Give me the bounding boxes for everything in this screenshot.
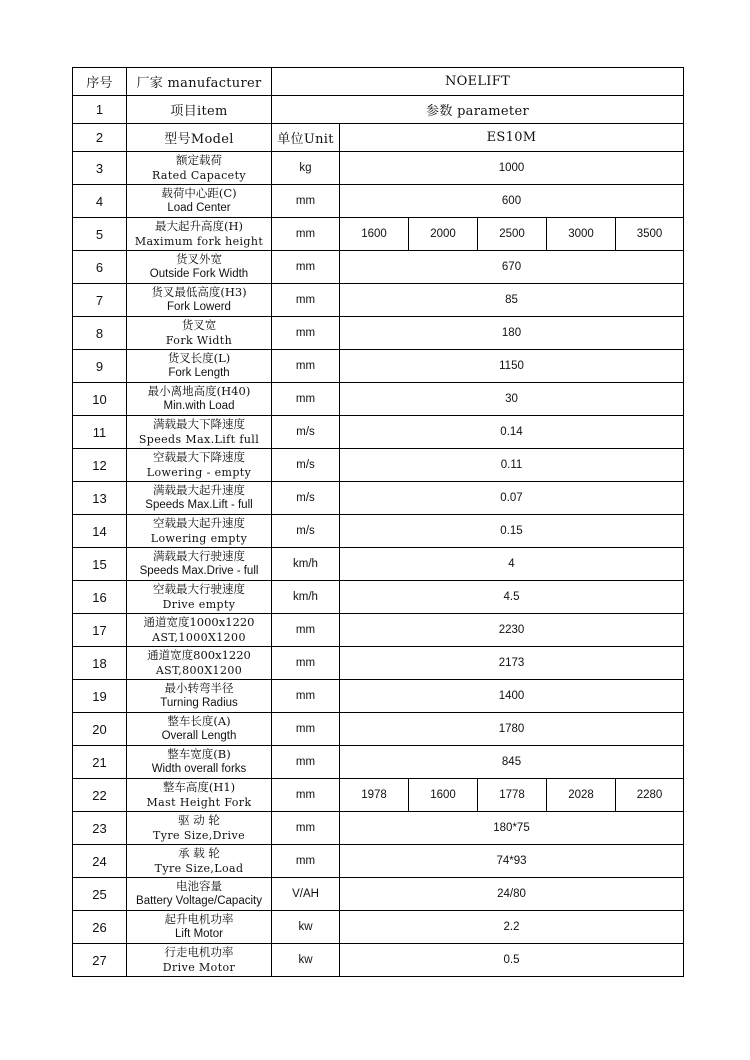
item-name-zh: 货叉最低高度(H3) xyxy=(151,285,247,299)
item-name-cell xyxy=(127,383,272,416)
item-name-cell xyxy=(127,284,272,317)
unit-cell: mm xyxy=(272,746,340,779)
unit-cell: mm xyxy=(272,284,340,317)
row-number: 6 xyxy=(73,251,127,284)
item-name-zh: 整车长度(A) xyxy=(167,714,231,728)
spec-row xyxy=(73,746,684,779)
item-name-en: AST,800X1200 xyxy=(155,664,243,677)
item-name-en: Outside Fork Width xyxy=(149,268,249,280)
item-name-cell xyxy=(127,449,272,482)
spec-table xyxy=(72,67,684,977)
item-name-cell xyxy=(127,944,272,977)
item-name-zh: 最小离地高度(H40) xyxy=(147,384,251,398)
item-name-zh: 满载最大下降速度 xyxy=(153,417,245,431)
item-name-zh: 额定载荷 xyxy=(176,153,222,167)
unit-cell: km/h xyxy=(272,548,340,581)
unit-cell: mm xyxy=(272,614,340,647)
spec-row xyxy=(73,515,684,548)
row-number: 26 xyxy=(73,911,127,944)
value-cell: 2230 xyxy=(340,614,684,647)
item-name-zh: 最大起升高度(H) xyxy=(154,219,243,233)
manufacturer-label: 厂家 manufacturer xyxy=(127,68,272,96)
item-name-zh: 满载最大行驶速度 xyxy=(153,549,245,563)
item-name-cell xyxy=(127,680,272,713)
item-name-en: Tyre Size,Load xyxy=(154,862,244,875)
item-name-cell xyxy=(127,581,272,614)
value-cell: 1978 xyxy=(340,779,409,812)
item-name-zh: 货叉宽 xyxy=(181,318,217,332)
row-number: 21 xyxy=(73,746,127,779)
value-cell: 2.2 xyxy=(340,911,684,944)
row-number: 11 xyxy=(73,416,127,449)
item-name-cell xyxy=(127,350,272,383)
spec-row xyxy=(73,548,684,581)
unit-cell: mm xyxy=(272,218,340,251)
value-cell: 2280 xyxy=(616,779,684,812)
unit-cell: kg xyxy=(272,152,340,185)
unit-cell: mm xyxy=(272,647,340,680)
value-cell: 1150 xyxy=(340,350,684,383)
row-number: 27 xyxy=(73,944,127,977)
unit-cell: m/s xyxy=(272,515,340,548)
item-name-cell xyxy=(127,878,272,911)
value-cell: 1000 xyxy=(340,152,684,185)
item-name-cell xyxy=(127,152,272,185)
item-name-en: Lowering - empty xyxy=(146,466,252,479)
row-number: 10 xyxy=(73,383,127,416)
item-name-en: Battery Voltage/Capacity xyxy=(136,895,262,907)
unit-cell: mm xyxy=(272,713,340,746)
item-name-cell xyxy=(127,416,272,449)
value-cell: 30 xyxy=(340,383,684,416)
spec-row xyxy=(73,647,684,680)
item-name-cell xyxy=(127,812,272,845)
row-number: 14 xyxy=(73,515,127,548)
row-number: 16 xyxy=(73,581,127,614)
value-cell: 1400 xyxy=(340,680,684,713)
unit-cell: mm xyxy=(272,251,340,284)
spec-row xyxy=(73,350,684,383)
row-number: 25 xyxy=(73,878,127,911)
item-name-zh: 整车宽度(B) xyxy=(167,747,231,761)
item-name-zh: 行走电机功率 xyxy=(164,945,234,959)
item-name-zh: 载荷中心距(C) xyxy=(161,186,237,200)
item-label: 项目item xyxy=(127,96,272,124)
item-name-zh: 满载最大起升速度 xyxy=(153,483,245,497)
no-header: 序号 xyxy=(73,68,127,96)
spec-row xyxy=(73,680,684,713)
value-cell: 74*93 xyxy=(340,845,684,878)
value-cell: 4.5 xyxy=(340,581,684,614)
header-row-item xyxy=(73,96,684,124)
header-row-manufacturer xyxy=(73,68,684,96)
item-name-cell xyxy=(127,218,272,251)
item-name-cell xyxy=(127,647,272,680)
spec-row xyxy=(73,317,684,350)
value-cell: 1600 xyxy=(409,779,478,812)
row-number: 22 xyxy=(73,779,127,812)
value-cell: 24/80 xyxy=(340,878,684,911)
item-name-en: Drive empty xyxy=(162,598,236,611)
spec-row xyxy=(73,581,684,614)
value-cell: 0.07 xyxy=(340,482,684,515)
item-name-zh: 空载最大行驶速度 xyxy=(153,582,245,596)
spec-row xyxy=(73,218,684,251)
item-name-cell xyxy=(127,779,272,812)
unit-cell: m/s xyxy=(272,449,340,482)
unit-cell: mm xyxy=(272,845,340,878)
value-cell: 3000 xyxy=(547,218,616,251)
unit-cell: mm xyxy=(272,317,340,350)
item-name-zh: 空载最大起升速度 xyxy=(153,516,245,530)
value-cell: 0.5 xyxy=(340,944,684,977)
item-name-en: Turning Radius xyxy=(160,697,238,709)
spec-row xyxy=(73,284,684,317)
item-name-cell xyxy=(127,845,272,878)
item-name-en: AST,1000X1200 xyxy=(152,631,246,644)
item-name-zh: 通道宽度1000x1220 xyxy=(143,615,255,629)
unit-cell: m/s xyxy=(272,482,340,515)
item-name-en: Width overall forks xyxy=(151,763,247,775)
item-name-en: Lift Motor xyxy=(175,928,223,940)
value-cell: 0.14 xyxy=(340,416,684,449)
item-name-zh: 驱 动 轮 xyxy=(178,813,220,827)
value-cell: 1780 xyxy=(340,713,684,746)
spec-row xyxy=(73,812,684,845)
row-number: 20 xyxy=(73,713,127,746)
item-name-en: Speeds Max.Lift - full xyxy=(145,499,253,511)
item-name-zh: 最小转弯半径 xyxy=(164,681,234,695)
item-name-cell xyxy=(127,515,272,548)
unit-label: 单位Unit xyxy=(272,124,340,152)
value-cell: 2173 xyxy=(340,647,684,680)
item-name-en: Maximum fork height xyxy=(134,235,264,248)
row-number: 7 xyxy=(73,284,127,317)
value-cell: 600 xyxy=(340,185,684,218)
value-cell: 180*75 xyxy=(340,812,684,845)
spec-row xyxy=(73,614,684,647)
item-name-en: Fork Lowerd xyxy=(167,301,231,313)
row-number: 3 xyxy=(73,152,127,185)
unit-cell: V/AH xyxy=(272,878,340,911)
value-cell: 0.11 xyxy=(340,449,684,482)
item-name-cell xyxy=(127,713,272,746)
row-number: 13 xyxy=(73,482,127,515)
row-number: 17 xyxy=(73,614,127,647)
value-cell: 670 xyxy=(340,251,684,284)
unit-cell: m/s xyxy=(272,416,340,449)
value-cell: 0.15 xyxy=(340,515,684,548)
header-row-model xyxy=(73,124,684,152)
unit-cell: mm xyxy=(272,350,340,383)
spec-row xyxy=(73,185,684,218)
item-name-en: Overall Length xyxy=(161,730,237,742)
spec-row xyxy=(73,482,684,515)
spec-row xyxy=(73,713,684,746)
value-cell: 845 xyxy=(340,746,684,779)
item-name-en: Fork Width xyxy=(165,334,233,347)
item-name-zh: 起升电机功率 xyxy=(164,912,234,926)
item-name-zh: 整车高度(H1) xyxy=(162,780,236,794)
value-cell: 2000 xyxy=(409,218,478,251)
value-cell: 85 xyxy=(340,284,684,317)
model-value: ES10M xyxy=(340,124,684,152)
unit-cell: mm xyxy=(272,185,340,218)
spec-row xyxy=(73,944,684,977)
row-number: 15 xyxy=(73,548,127,581)
unit-cell: mm xyxy=(272,812,340,845)
item-name-en: Mast Height Fork xyxy=(146,796,252,809)
item-name-cell xyxy=(127,185,272,218)
item-name-zh: 空载最大下降速度 xyxy=(153,450,245,464)
item-name-en: Rated Capacety xyxy=(151,169,247,182)
row-number: 5 xyxy=(73,218,127,251)
item-name-cell xyxy=(127,911,272,944)
item-name-cell xyxy=(127,317,272,350)
item-name-cell xyxy=(127,251,272,284)
unit-cell: mm xyxy=(272,383,340,416)
item-name-cell xyxy=(127,746,272,779)
spec-row xyxy=(73,251,684,284)
value-cell: 3500 xyxy=(616,218,684,251)
row-number: 9 xyxy=(73,350,127,383)
unit-cell: km/h xyxy=(272,581,340,614)
spec-row xyxy=(73,779,684,812)
spec-row xyxy=(73,845,684,878)
unit-cell: mm xyxy=(272,680,340,713)
value-cell: 2500 xyxy=(478,218,547,251)
item-name-zh: 承 载 轮 xyxy=(178,846,220,860)
item-name-cell xyxy=(127,548,272,581)
spec-row xyxy=(73,449,684,482)
row-number: 2 xyxy=(73,124,127,152)
value-cell: 4 xyxy=(340,548,684,581)
item-name-en: Speeds Max.Lift full xyxy=(138,433,260,446)
item-name-en: Drive Motor xyxy=(162,961,236,974)
item-name-cell xyxy=(127,614,272,647)
row-number: 8 xyxy=(73,317,127,350)
row-number: 23 xyxy=(73,812,127,845)
row-number: 12 xyxy=(73,449,127,482)
unit-cell: mm xyxy=(272,779,340,812)
item-name-zh: 货叉长度(L) xyxy=(167,351,231,365)
item-name-zh: 货叉外宽 xyxy=(176,252,222,266)
item-name-cell xyxy=(127,482,272,515)
model-label: 型号Model xyxy=(127,124,272,152)
row-number: 18 xyxy=(73,647,127,680)
spec-row xyxy=(73,911,684,944)
item-name-en: Tyre Size,Drive xyxy=(153,829,245,842)
value-cell: 2028 xyxy=(547,779,616,812)
spec-row xyxy=(73,878,684,911)
item-name-en: Min.with Load xyxy=(163,400,235,412)
row-number: 24 xyxy=(73,845,127,878)
item-name-en: Lowering empty xyxy=(150,532,248,545)
row-number: 1 xyxy=(73,96,127,124)
manufacturer-value: NOELIFT xyxy=(272,68,684,96)
item-name-zh: 电池容量 xyxy=(176,879,222,893)
unit-cell: kw xyxy=(272,911,340,944)
spec-row xyxy=(73,416,684,449)
unit-cell: kw xyxy=(272,944,340,977)
item-name-zh: 通道宽度800x1220 xyxy=(147,648,251,662)
value-cell: 1778 xyxy=(478,779,547,812)
row-number: 4 xyxy=(73,185,127,218)
item-name-en: Speeds Max.Drive - full xyxy=(139,565,259,577)
value-cell: 180 xyxy=(340,317,684,350)
row-number: 19 xyxy=(73,680,127,713)
item-name-en: Load Center xyxy=(167,202,231,214)
item-name-en: Fork Length xyxy=(168,367,230,379)
spec-row xyxy=(73,383,684,416)
parameter-label: 参数 parameter xyxy=(272,96,684,124)
value-cell: 1600 xyxy=(340,218,409,251)
spec-row xyxy=(73,152,684,185)
